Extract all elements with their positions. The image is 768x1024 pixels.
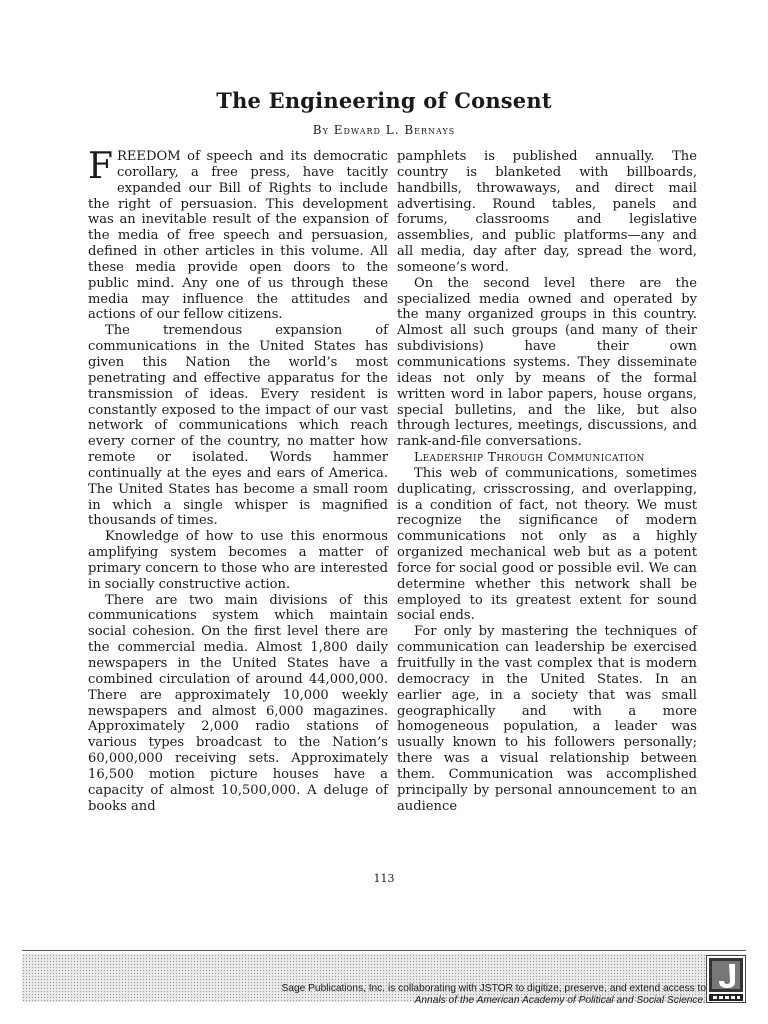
paragraph: pamphlets is published annually. The country is blanketed with billboards, handbills, throwaways, and direct mail advertising. Round tables, panels and forums, classrooms and legislative assemblies, and public platforms—any and all media, day after day, spread the word, someone’s word. <box>397 149 697 275</box>
paragraph: There are two main divisions of this communications system which maintain social cohesion. On the first level there are the commercial media. Almost 1,800 daily newspapers in the United States have a combined circulation of around 44,000,000. There are approximately 10,000 weekly newspapers and almost 6,000 magazines. Approximately 2,000 radio stations of various types broadcast to the Nation’s 60,000,000 receiving sets. Approximately 16,500 motion picture houses have a capacity of almost 10,500,000. A deluge of books and <box>88 592 388 814</box>
article-byline: By Edward L. Bernays <box>312 123 456 137</box>
right-column <box>397 149 697 814</box>
opening-word: REEDOM <box>116 149 181 164</box>
paragraph: Knowledge of how to use this enormous amplifying system becomes a matter of primary concern to those who are interested in socially constructive action. <box>88 529 388 592</box>
jstor-notice-line: Sage Publications, Inc. is collaborating with JSTOR to digitize, preserve, and extend access to <box>281 983 706 994</box>
paragraph: This web of communications, sometimes duplicating, crisscrossing, and overlapping, is a condition of fact, not theory. We must recognize the significance of modern communications not only as a highly organized mechanical web but as a potent force for social good or possible evil. We can determine whether this network shall be employed to its greatest extent for sound social ends. <box>397 465 697 624</box>
jstor-logo-graphic <box>707 956 745 1002</box>
paragraph: For only by mastering the techniques of communication can leadership be exercised fruitfully in the vast complex that is modern democracy in the United States. In an earlier age, in a society that was small geographically and with a more homogeneous population, a leader was usually known to his followers personally; there was a visual relationship between them. Communication was accomplished principally by personal announcement to an audience <box>397 624 697 814</box>
section-heading: Leadership Through Communication <box>414 450 645 465</box>
jstor-logo-icon[interactable] <box>706 955 746 1003</box>
drop-cap: F <box>88 146 113 187</box>
paragraph <box>88 146 388 323</box>
jstor-notice <box>281 983 706 1007</box>
paragraph-text: of speech and its democratic corollary, a free press, have tacitly expanded our Bill of Rights to include the right of persuasion. This development was an inevitable result of the expansion of the media of free speech and persuasion, defined in other articles in this volume. All these media provide open doors to the public mind. Any one of us through these media may influence the attitudes and actions of our fellow citizens. <box>88 149 388 323</box>
left-column <box>88 146 388 814</box>
paragraph: The tremendous expansion of communications in the United States has given this Nation the world’s most penetrating and effective apparatus for the transmission of ideas. Every resident is constantly exposed to the impact of our vast network of communications which reach every corner of the country, no matter how remote or isolated. Words hammer continually at the eyes and ears of America. The United States has become a small room in which a single whisper is magnified thousands of times. <box>88 323 388 529</box>
footer-divider <box>22 950 746 951</box>
paragraph: On the second level there are the specialized media owned and operated by the many organized groups in this country. Almost all such groups (and many of their subdivisions) have their own communications systems. They disseminate ideas not only by means of the formal written word in labor papers, house organs, special bulletins, and the like, but also through lectures, meetings, discussions, and rank-and-file conversations. <box>397 275 697 450</box>
page-number: 113 <box>373 872 395 885</box>
article-title: The Engineering of Consent <box>216 88 552 113</box>
journal-link[interactable]: Annals of the American Academy of Political and Social Science. <box>414 995 706 1006</box>
